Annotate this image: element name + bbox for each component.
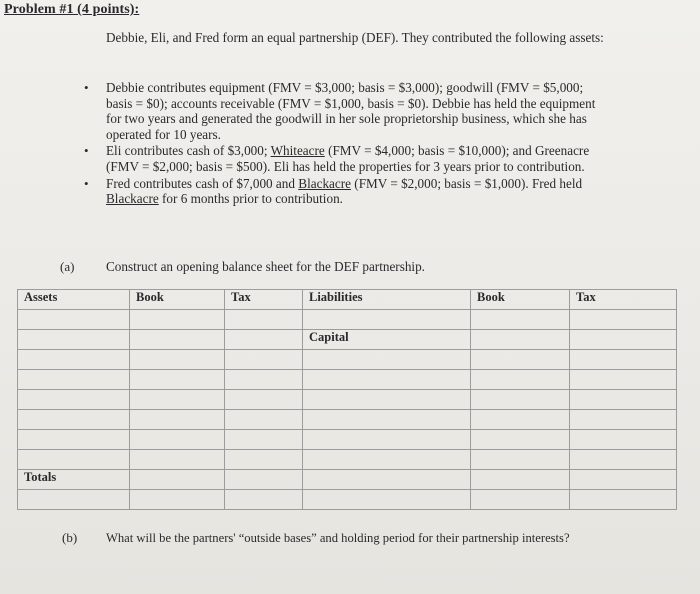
header-liabilities: Liabilities [303, 290, 471, 310]
bullet-dot-icon: • [84, 80, 89, 95]
table-row [18, 330, 677, 350]
bullet-fred: • Fred contributes cash of $7,000 and Blackacre (FMV = $2,000; basis = $1,000). Fred held Blackacre for 6 months prior to contribution. [84, 175, 583, 207]
header-tax: Tax [225, 290, 303, 310]
header-book: Book [471, 290, 570, 310]
bullet-debbie: • Debbie contributes equipment (FMV = $3,000; basis = $3,000); goodwill (FMV = $5,000; basis = $0); accounts receivable (FMV = $1,000, basis = $0). Debbie has held the equipment for two years and generated the goodwill in her sole proprietorship business, which she has operated for 10 years. [84, 80, 596, 142]
table-row [18, 310, 677, 330]
table-row [18, 490, 677, 510]
problem-title: Problem #1 (4 points): [4, 2, 140, 17]
table-row [18, 410, 677, 430]
bullet-dot-icon: • [84, 175, 89, 191]
totals-row [18, 470, 677, 490]
table-row [18, 350, 677, 370]
table-row [18, 450, 677, 470]
part-b-label: (b) [62, 530, 78, 545]
contribution-list [80, 80, 610, 207]
intro-paragraph: Debbie, Eli, and Fred form an equal partnership (DEF). They contributed the following assets: [106, 30, 604, 45]
table-row [18, 370, 677, 390]
table-row [18, 430, 677, 450]
totals-label: Totals [18, 470, 130, 490]
header-assets: Assets [18, 290, 130, 310]
table-header-row [18, 290, 677, 310]
header-tax: Tax [570, 290, 677, 310]
bullet-dot-icon: • [84, 143, 89, 159]
part-b-question: What will be the partners' “outside bases” and holding period for their partnership interests? [106, 531, 570, 545]
part-a-question: Construct an opening balance sheet for the DEF partnership. [106, 259, 425, 274]
header-book: Book [130, 290, 225, 310]
whiteacre-term: Whiteacre [270, 143, 325, 159]
blackacre-term: Blackacre [106, 191, 159, 207]
capital-label: Capital [303, 330, 471, 350]
blackacre-term: Blackacre [298, 175, 351, 191]
table-row [18, 390, 677, 410]
part-a-label: (a) [60, 259, 75, 274]
bullet-eli: • Eli contributes cash of $3,000; Whiteacre (FMV = $4,000; basis = $10,000); and Greenacre (FMV = $2,000; basis = $500). Eli has held the properties for 3 years prior to contribution. [84, 143, 590, 174]
balance-sheet-table [17, 289, 677, 510]
